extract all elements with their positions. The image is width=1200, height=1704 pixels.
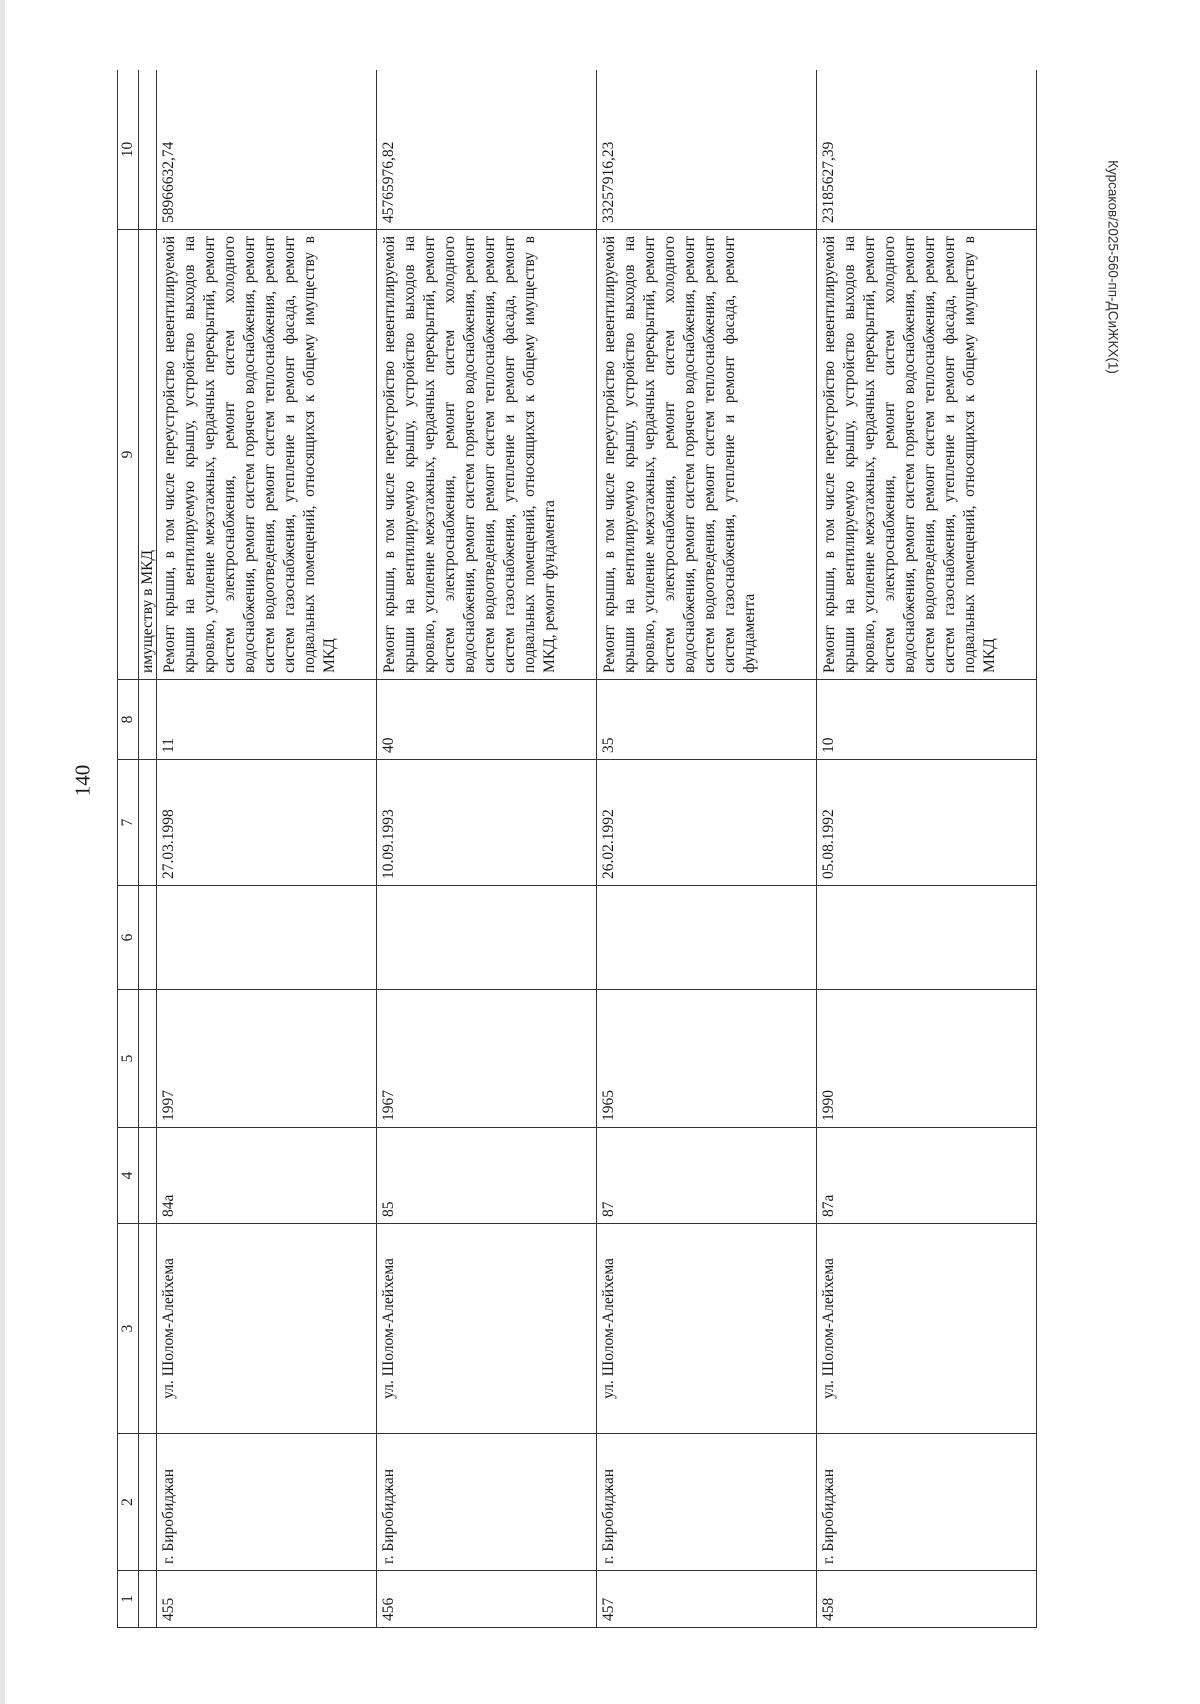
street-cell: ул. Шолом-Алейхема: [597, 1224, 817, 1434]
street-cell: ул. Шолом-Алейхема: [377, 1224, 597, 1434]
empty-cell: [157, 886, 377, 990]
continuation-text: имуществу в МКД: [139, 230, 157, 680]
column-number: 1: [118, 1571, 139, 1628]
city-cell: г. Биробиджан: [817, 1434, 1037, 1571]
footer-code-box: [1093, 160, 1133, 374]
works-cell: Ремонт крыши, в том числе переустройство невентилируемой крыши на вентилируемую крышу, устройство выходов на кровлю, усиление межэтажных, чердачных перекрытий, ремонт систем электроснабжения, ремонт систем холодного водоснабжения, ремонт систем горячего водоснабжения, ремонт систем водоотведения, ремонт систем теплоснабжения, ремонт систем газоснабжения, утепление и ремонт фасада, ремонт подвальных помещений, относящихся к общему имуществу в МКД: [817, 230, 1037, 680]
column-number: 5: [118, 990, 139, 1128]
column-number: 6: [118, 886, 139, 990]
row-number: 457: [597, 1571, 817, 1628]
continuation-row: [139, 70, 157, 1628]
table-row: [157, 70, 377, 1628]
empty-cell: [377, 886, 597, 990]
date-cell: 26.02.1992: [597, 760, 817, 886]
year-cell: 1990: [817, 990, 1037, 1128]
rotated-table-container: [117, 70, 1074, 1628]
city-cell: г. Биробиджан: [377, 1434, 597, 1571]
housing-repair-table: [117, 70, 1037, 1628]
works-cell: Ремонт крыши, в том числе переустройство невентилируемой крыши на вентилируемую крышу, устройство выходов на кровлю, усиление межэтажных, чердачных перекрытий, ремонт систем электроснабжения, ремонт систем холодного водоснабжения, ремонт систем горячего водоснабжения, ремонт систем водоотведения, ремонт систем теплоснабжения, ремонт систем газоснабжения, утепление и ремонт фасада, ремонт фундамента: [597, 230, 817, 680]
empty-cell: [817, 886, 1037, 990]
row-number: 455: [157, 1571, 377, 1628]
year-cell: 1967: [377, 990, 597, 1128]
floors-cell: 35: [597, 680, 817, 760]
works-cell: Ремонт крыши, в том числе переустройство невентилируемой крыши на вентилируемую крышу, устройство выходов на кровлю, усиление межэтажных, чердачных перекрытий, ремонт систем электроснабжения, ремонт систем холодного водоснабжения, ремонт систем горячего водоснабжения, ремонт систем водоотведения, ремонт систем теплоснабжения, ремонт систем газоснабжения, утепление и ремонт фасада, ремонт подвальных помещений, относящихся к общему имуществу в МКД: [157, 230, 377, 680]
date-cell: 10.09.1993: [377, 760, 597, 886]
works-cell: Ремонт крыши, в том числе переустройство невентилируемой крыши на вентилируемую крышу, устройство выходов на кровлю, усиление межэтажных, чердачных перекрытий, ремонт систем электроснабжения, ремонт систем холодного водоснабжения, ремонт систем горячего водоснабжения, ремонт систем водоотведения, ремонт систем теплоснабжения, ремонт систем газоснабжения, утепление и ремонт фасада, ремонт подвальных помещений, относящихся к общему имуществу в МКД, ремонт фундамента: [377, 230, 597, 680]
street-cell: ул. Шолом-Алейхема: [817, 1224, 1037, 1434]
column-number: 10: [118, 70, 139, 230]
column-number-header: [118, 70, 139, 1628]
year-cell: 1965: [597, 990, 817, 1128]
floors-cell: 10: [817, 680, 1037, 760]
column-number: 4: [118, 1128, 139, 1224]
footer-document-code: Курсаков/2025-560-пп-ДСиЖКХ(1): [1105, 160, 1121, 374]
house-cell: 85: [377, 1128, 597, 1224]
street-cell: ул. Шолом-Алейхема: [157, 1224, 377, 1434]
date-cell: 27.03.1998: [157, 760, 377, 886]
cost-cell: 23185627,39: [817, 70, 1037, 230]
cost-cell: 45765976,82: [377, 70, 597, 230]
house-cell: 87а: [817, 1128, 1037, 1224]
row-number: 458: [817, 1571, 1037, 1628]
empty-cell: [597, 886, 817, 990]
table-row: [377, 70, 597, 1628]
floors-cell: 11: [157, 680, 377, 760]
house-cell: 87: [597, 1128, 817, 1224]
page-number: 140: [70, 764, 95, 797]
city-cell: г. Биробиджан: [597, 1434, 817, 1571]
column-number: 2: [118, 1434, 139, 1571]
cost-cell: 33257916,23: [597, 70, 817, 230]
row-number: 456: [377, 1571, 597, 1628]
rotated-table-area: [117, 70, 1074, 1628]
column-number: 7: [118, 760, 139, 886]
page-spine-shadow: [0, 0, 5, 1704]
floors-cell: 40: [377, 680, 597, 760]
city-cell: г. Биробиджан: [157, 1434, 377, 1571]
column-number: 9: [118, 230, 139, 680]
cost-cell: 58966632,74: [157, 70, 377, 230]
table-row: [817, 70, 1037, 1628]
column-number: 8: [118, 680, 139, 760]
column-number: 3: [118, 1224, 139, 1434]
table-row: [597, 70, 817, 1628]
year-cell: 1997: [157, 990, 377, 1128]
house-cell: 84а: [157, 1128, 377, 1224]
date-cell: 05.08.1992: [817, 760, 1037, 886]
